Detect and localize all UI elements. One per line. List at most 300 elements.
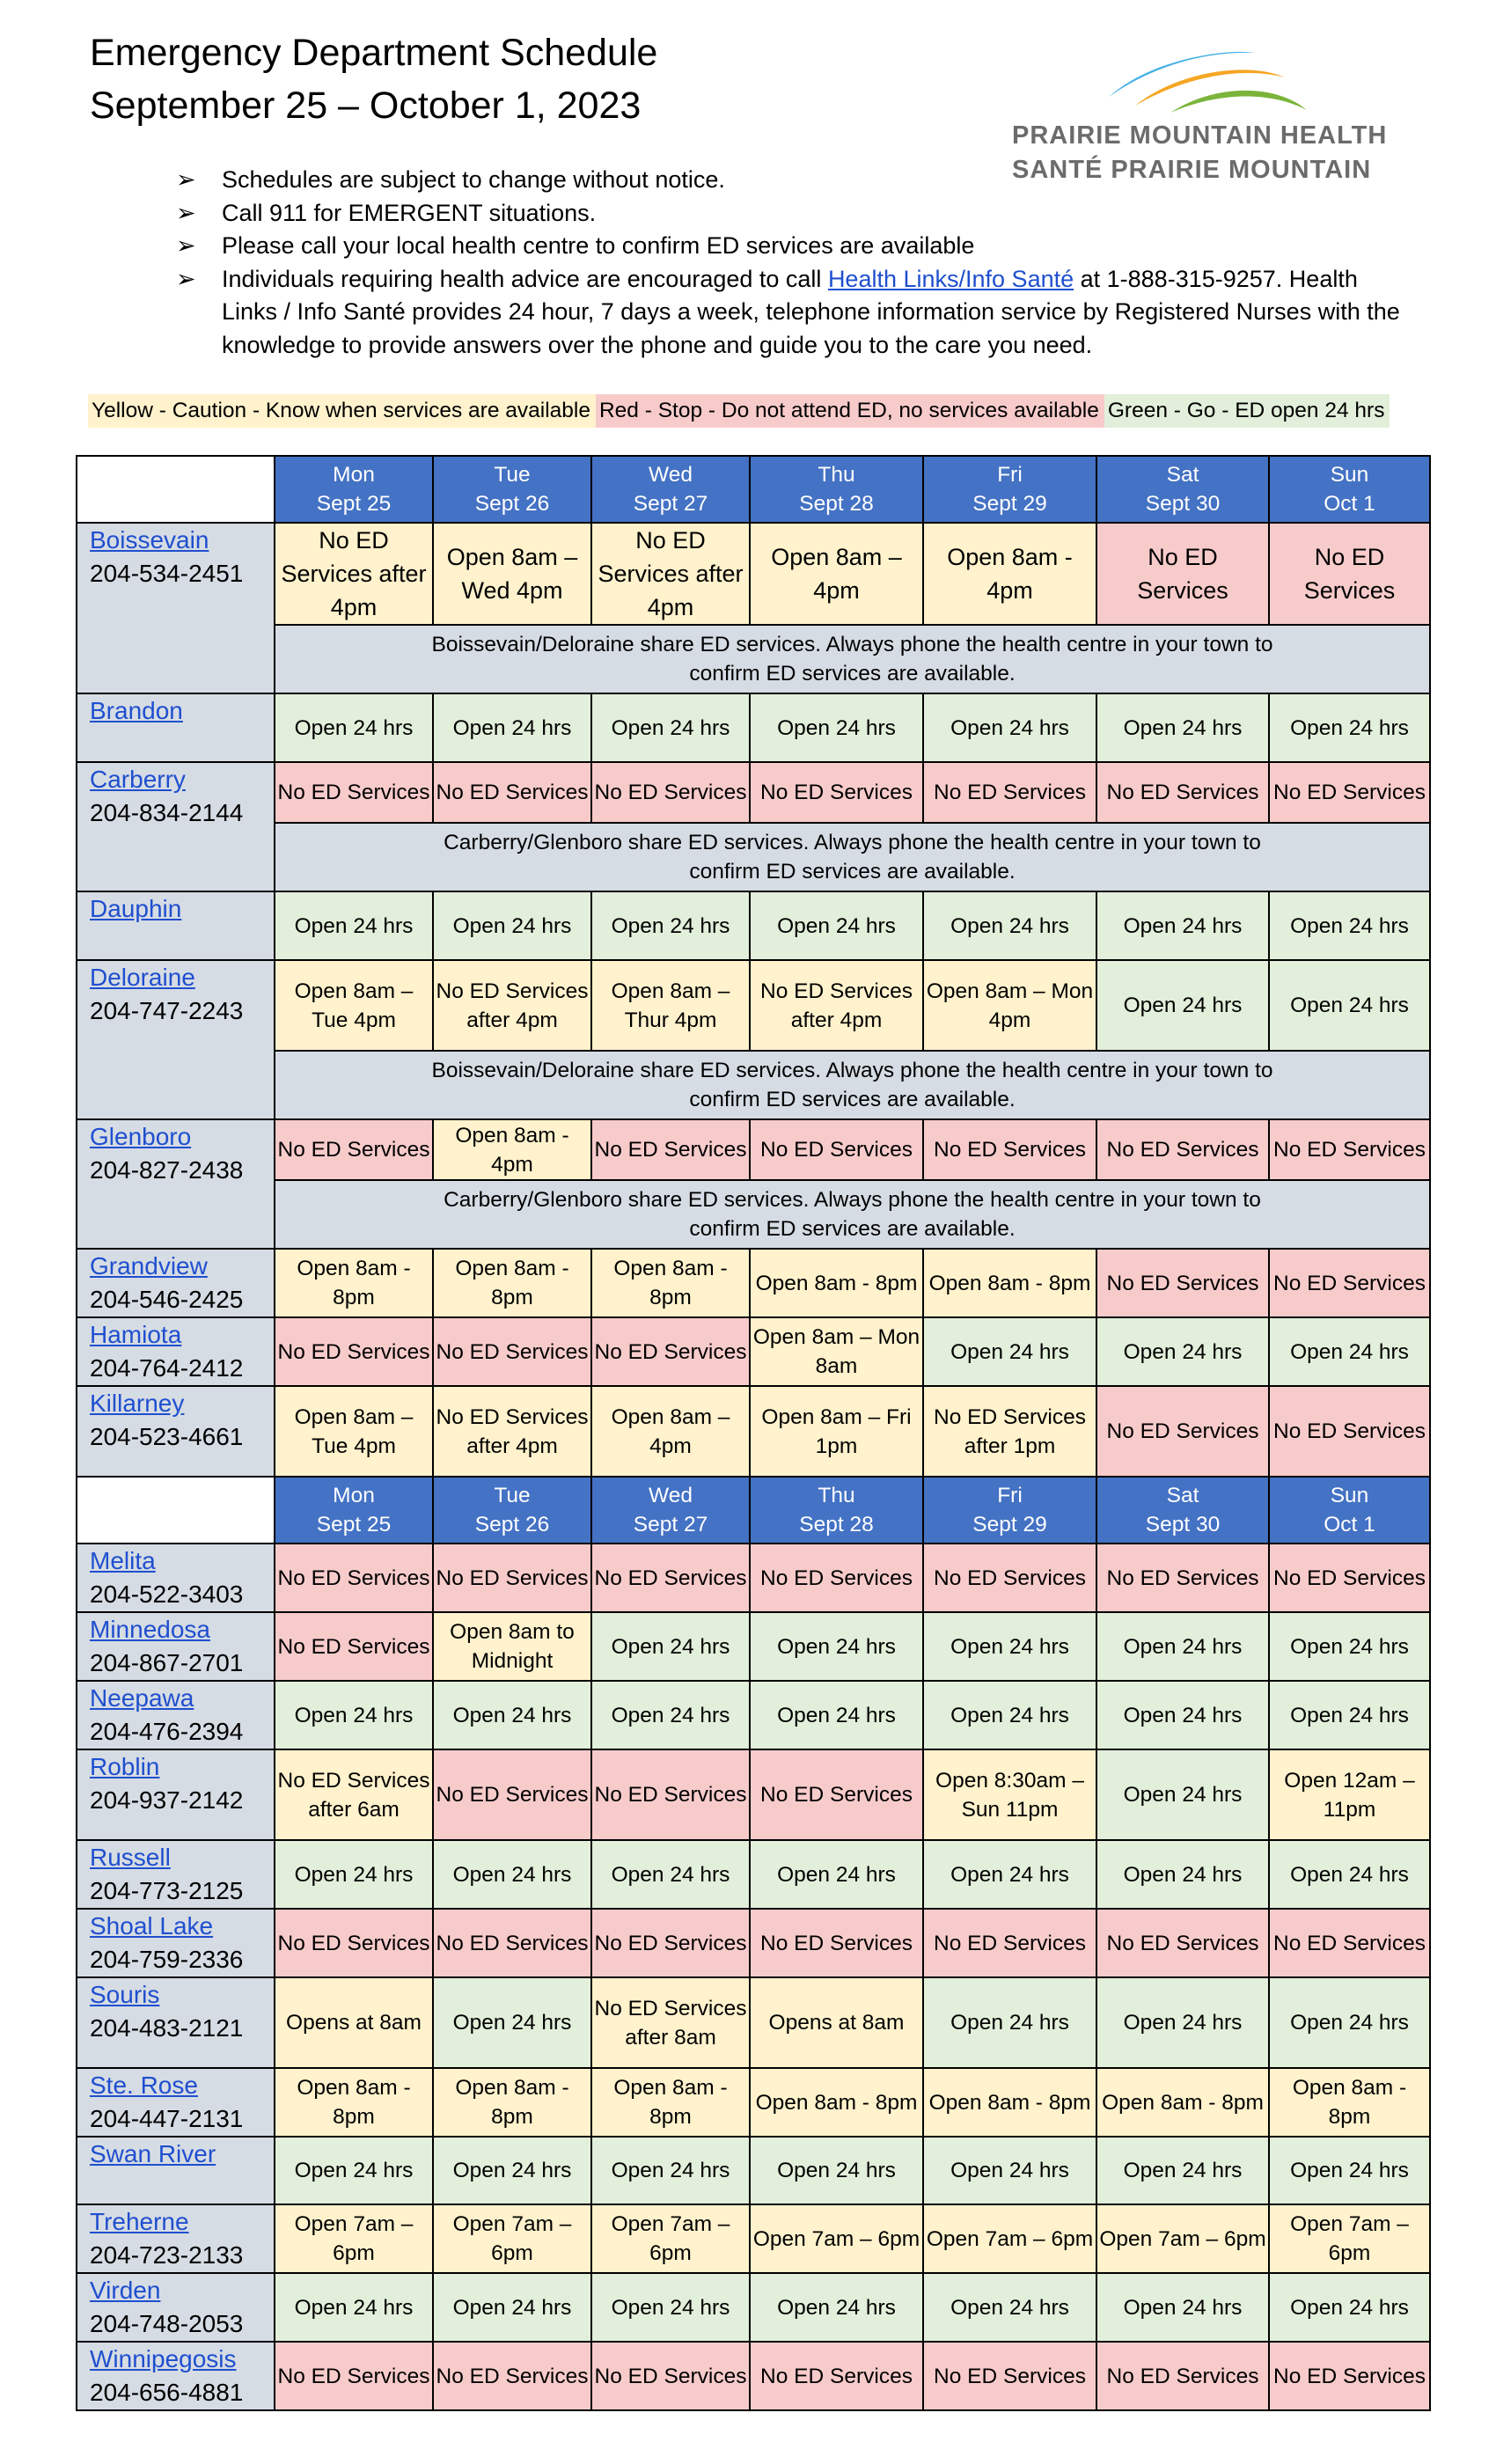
facility-cell <box>77 2342 275 2410</box>
notice-item <box>176 263 1417 363</box>
logo-swoosh-icon <box>1100 35 1311 114</box>
logo-line-2: SANTÉ PRAIRIE MOUNTAIN <box>1012 156 1372 184</box>
facility-link-melita[interactable]: Melita <box>90 1547 156 1574</box>
shared-services-note <box>275 1180 1430 1249</box>
notice-item <box>176 164 1417 197</box>
day-name: Mon <box>333 1484 375 1507</box>
shared-services-note-text: Boissevain/Deloraine share ED services. Always phone the health centre in your town to confirm ED services are available. <box>431 633 1273 686</box>
day-date: Oct 1 <box>1324 492 1375 516</box>
schedule-cell: Open 24 hrs <box>1096 960 1269 1051</box>
schedule-cell: Open 24 hrs <box>275 1681 433 1749</box>
day-header <box>923 1477 1096 1544</box>
page-title <box>90 26 657 132</box>
schedule-cell: No ED Services <box>591 762 750 823</box>
schedule-cell: No ED Services <box>275 762 433 823</box>
shared-services-note-row <box>77 625 1430 693</box>
schedule-cell: Open 24 hrs <box>433 2273 591 2342</box>
schedule-cell: Open 24 hrs <box>923 1977 1096 2068</box>
schedule-cell: Open 24 hrs <box>1096 1749 1269 1840</box>
schedule-cell: Open 24 hrs <box>1096 1317 1269 1386</box>
notice-text: Please call your local health centre to confirm ED services are available <box>222 232 975 259</box>
day-header <box>1269 456 1430 523</box>
shared-services-note-row <box>77 1180 1430 1249</box>
facility-row-dauphin <box>77 891 1430 960</box>
day-name: Tue <box>494 463 531 487</box>
day-name: Fri <box>997 463 1023 487</box>
schedule-cell: No ED Services after 4pm <box>591 523 750 625</box>
facility-link-swan-river[interactable]: Swan River <box>90 2140 216 2167</box>
schedule-cell: No ED Services <box>1269 762 1430 823</box>
schedule-cell: No ED Services <box>1269 2342 1430 2410</box>
day-name: Sat <box>1166 1484 1199 1507</box>
schedule-cell: Open 24 hrs <box>591 1681 750 1749</box>
facility-cell <box>77 2204 275 2273</box>
facility-phone: 204-827-2438 <box>90 1156 244 1184</box>
notice-text: Schedules are subject to change without notice. <box>222 166 725 193</box>
schedule-cell: Open 24 hrs <box>591 2137 750 2204</box>
facility-link-treherne[interactable]: Treherne <box>90 2208 189 2235</box>
schedule-cell: No ED Services <box>275 1544 433 1612</box>
day-date: Sept 26 <box>474 492 550 516</box>
facility-row-minnedosa <box>77 1612 1430 1681</box>
schedule-cell: Open 24 hrs <box>923 693 1096 762</box>
day-name: Wed <box>649 463 693 487</box>
facility-row-ste-rose <box>77 2068 1430 2137</box>
schedule-cell: Open 24 hrs <box>433 1681 591 1749</box>
schedule-cell: Open 8am - 8pm <box>433 1249 591 1317</box>
day-header <box>275 456 433 523</box>
day-header <box>1096 456 1269 523</box>
schedule-cell: Open 8am - 8pm <box>1269 2068 1430 2137</box>
facility-row-carberry <box>77 762 1430 823</box>
schedule-cell: Open 8am – Fri 1pm <box>750 1386 923 1477</box>
schedule-cell: Open 24 hrs <box>1269 1977 1430 2068</box>
schedule-cell: No ED Services <box>275 1612 433 1681</box>
facility-row-brandon <box>77 693 1430 762</box>
header-blank-cell <box>77 1477 275 1544</box>
facility-cell <box>77 1317 275 1386</box>
schedule-cell: Open 7am – 6pm <box>750 2204 923 2273</box>
facility-cell <box>77 1840 275 1909</box>
schedule-cell: Open 8am - 8pm <box>433 2068 591 2137</box>
day-header <box>591 1477 750 1544</box>
day-header <box>591 456 750 523</box>
facility-cell <box>77 891 275 960</box>
schedule-cell: Open 8am - 4pm <box>923 523 1096 625</box>
schedule-cell: Open 8am - 8pm <box>591 2068 750 2137</box>
schedule-cell: No ED Services after 6am <box>275 1749 433 1840</box>
facility-row-killarney <box>77 1386 1430 1477</box>
facility-link-deloraine[interactable]: Deloraine <box>90 964 195 991</box>
facility-link-neepawa[interactable]: Neepawa <box>90 1684 194 1712</box>
schedule-cell: Open 24 hrs <box>1096 2273 1269 2342</box>
schedule-cell: Open 24 hrs <box>1269 891 1430 960</box>
facility-cell <box>77 1749 275 1840</box>
day-name: Sat <box>1166 463 1199 487</box>
facility-phone: 204-476-2394 <box>90 1718 244 1745</box>
day-name: Sun <box>1330 1484 1369 1507</box>
notice-text: at 1-888-315-9257. Health Links / Info Santé provides 24 hour, 7 days a week, telephone information service by Registered Nurses with the knowledge to provide answers over the phone and guide you to the care you need. <box>222 265 1400 358</box>
schedule-cell: Open 8am - 8pm <box>1096 2068 1269 2137</box>
schedule-cell: Open 8am - 8pm <box>591 1249 750 1317</box>
schedule-cell: No ED Services <box>1096 523 1269 625</box>
facility-cell <box>77 523 275 693</box>
facility-phone: 204-483-2121 <box>90 2014 244 2042</box>
facility-link-shoal-lake[interactable]: Shoal Lake <box>90 1912 214 1940</box>
schedule-cell: Open 24 hrs <box>1269 1840 1430 1909</box>
day-name: Mon <box>333 463 375 487</box>
schedule-cell: Open 8am - 8pm <box>923 2068 1096 2137</box>
shared-services-note <box>275 823 1430 891</box>
schedule-cell: Open 8am - 4pm <box>433 1119 591 1180</box>
facility-cell <box>77 960 275 1119</box>
schedule-cell: Open 24 hrs <box>1269 2273 1430 2342</box>
day-date: Sept 26 <box>474 1513 550 1536</box>
schedule-cell: No ED Services after 1pm <box>923 1386 1096 1477</box>
schedule-cell: No ED Services <box>923 1119 1096 1180</box>
schedule-cell: Open 24 hrs <box>1269 693 1430 762</box>
schedule-cell: Open 8am - 8pm <box>750 2068 923 2137</box>
day-header <box>750 456 923 523</box>
schedule-cell: Open 24 hrs <box>750 693 923 762</box>
schedule-cell: Open 8am – Wed 4pm <box>433 523 591 625</box>
schedule-cell: Open 24 hrs <box>275 2273 433 2342</box>
facility-phone: 204-937-2142 <box>90 1786 244 1814</box>
day-header-row <box>77 456 1430 523</box>
facility-cell <box>77 2273 275 2342</box>
schedule-cell: No ED Services <box>750 762 923 823</box>
schedule-cell: Open 24 hrs <box>750 1681 923 1749</box>
shared-services-note-text: Carberry/Glenboro share ED services. Always phone the health centre in your town to confirm ED services are available. <box>444 1188 1261 1241</box>
schedule-cell: Open 24 hrs <box>1269 1612 1430 1681</box>
facility-cell <box>77 1977 275 2068</box>
schedule-cell: Open 24 hrs <box>923 1840 1096 1909</box>
facility-cell <box>77 2137 275 2204</box>
schedule-cell: Open 24 hrs <box>1096 891 1269 960</box>
schedule-cell: Open 8am - 8pm <box>275 2068 433 2137</box>
day-date: Sept 30 <box>1145 1513 1221 1536</box>
day-date: Sept 30 <box>1145 492 1221 516</box>
arrow-bullet-icon: ➢ <box>176 166 196 193</box>
schedule-cell: Opens at 8am <box>750 1977 923 2068</box>
facility-link-ste-rose[interactable]: Ste. Rose <box>90 2072 198 2099</box>
facility-cell <box>77 762 275 891</box>
schedule-cell: No ED Services <box>1269 1544 1430 1612</box>
schedule-cell: No ED Services <box>1096 1386 1269 1477</box>
schedule-cell: No ED Services <box>1096 1544 1269 1612</box>
schedule-cell: Open 24 hrs <box>591 693 750 762</box>
schedule-cell: Open 24 hrs <box>1269 2137 1430 2204</box>
schedule-cell: No ED Services <box>591 1317 750 1386</box>
schedule-cell: Open 24 hrs <box>433 2137 591 2204</box>
schedule-table <box>76 455 1431 2411</box>
schedule-cell: No ED Services <box>1269 1909 1430 1977</box>
schedule-cell: Open 24 hrs <box>1096 1612 1269 1681</box>
schedule-cell: Open 24 hrs <box>923 2273 1096 2342</box>
facility-cell <box>77 1386 275 1477</box>
schedule-cell: Open 8am – Mon 8am <box>750 1317 923 1386</box>
day-date: Sept 27 <box>633 492 708 516</box>
facility-row-hamiota <box>77 1317 1430 1386</box>
day-date: Oct 1 <box>1324 1513 1375 1536</box>
schedule-cell: No ED Services <box>433 1317 591 1386</box>
schedule-cell: Open 24 hrs <box>923 1612 1096 1681</box>
schedule-cell: Open 24 hrs <box>275 693 433 762</box>
facility-phone: 204-546-2425 <box>90 1286 244 1313</box>
facility-row-swan-river <box>77 2137 1430 2204</box>
shared-services-note <box>275 1051 1430 1119</box>
facility-phone: 204-656-4881 <box>90 2379 244 2406</box>
schedule-cell: No ED Services <box>275 2342 433 2410</box>
schedule-cell: No ED Services <box>591 1544 750 1612</box>
facility-row-neepawa <box>77 1681 1430 1749</box>
schedule-cell: No ED Services <box>591 1119 750 1180</box>
schedule-cell: No ED Services <box>750 2342 923 2410</box>
schedule-cell: No ED Services <box>1269 1249 1430 1317</box>
schedule-cell: Open 24 hrs <box>275 891 433 960</box>
schedule-cell: Open 24 hrs <box>923 1317 1096 1386</box>
schedule-cell: Open 8am – Tue 4pm <box>275 1386 433 1477</box>
facility-link-killarney[interactable]: Killarney <box>90 1390 185 1417</box>
schedule-cell: Open 24 hrs <box>923 1681 1096 1749</box>
facility-row-melita <box>77 1544 1430 1612</box>
day-date: Sept 28 <box>799 1513 874 1536</box>
facility-link-roblin[interactable]: Roblin <box>90 1753 160 1780</box>
schedule-cell: Open 24 hrs <box>591 2273 750 2342</box>
notice-item <box>176 230 1417 263</box>
schedule-cell: Open 24 hrs <box>1096 2137 1269 2204</box>
facility-cell <box>77 1909 275 1977</box>
facility-phone: 204-534-2451 <box>90 560 244 587</box>
facility-phone: 204-723-2133 <box>90 2241 244 2269</box>
facility-cell <box>77 693 275 762</box>
schedule-cell: Open 24 hrs <box>750 2273 923 2342</box>
schedule-cell: No ED Services <box>433 2342 591 2410</box>
schedule-cell: No ED Services <box>433 1749 591 1840</box>
facility-row-shoal-lake <box>77 1909 1430 1977</box>
facility-row-russell <box>77 1840 1430 1909</box>
facility-phone: 204-747-2243 <box>90 997 244 1024</box>
day-header <box>750 1477 923 1544</box>
schedule-cell: Open 24 hrs <box>275 1840 433 1909</box>
day-date: Sept 29 <box>972 492 1047 516</box>
schedule-cell: No ED Services <box>1096 1119 1269 1180</box>
facility-row-treherne <box>77 2204 1430 2273</box>
schedule-cell: No ED Services after 8am <box>591 1977 750 2068</box>
facility-link-carberry[interactable]: Carberry <box>90 766 186 793</box>
day-header <box>1096 1477 1269 1544</box>
facility-link-hamiota[interactable]: Hamiota <box>90 1321 182 1348</box>
facility-row-roblin <box>77 1749 1430 1840</box>
schedule-cell: Open 24 hrs <box>1269 1681 1430 1749</box>
schedule-cell: Open 24 hrs <box>1096 693 1269 762</box>
schedule-cell: Open 8am – Mon 4pm <box>923 960 1096 1051</box>
facility-phone: 204-522-3403 <box>90 1580 244 1608</box>
facility-row-virden <box>77 2273 1430 2342</box>
facility-link-grandview[interactable]: Grandview <box>90 1252 208 1280</box>
schedule-cell: No ED Services <box>1096 2342 1269 2410</box>
schedule-cell: No ED Services <box>1096 1249 1269 1317</box>
schedule-cell: No ED Services <box>750 1909 923 1977</box>
facility-link-russell[interactable]: Russell <box>90 1844 171 1871</box>
schedule-cell: No ED Services <box>433 1544 591 1612</box>
facility-link-souris[interactable]: Souris <box>90 1981 160 2008</box>
day-date: Sept 29 <box>972 1513 1047 1536</box>
facility-phone: 204-834-2144 <box>90 799 244 826</box>
shared-services-note-row <box>77 1051 1430 1119</box>
schedule-cell: Open 8am - 8pm <box>275 1249 433 1317</box>
schedule-cell: Open 8am – Tue 4pm <box>275 960 433 1051</box>
schedule-cell: Open 7am – 6pm <box>591 2204 750 2273</box>
schedule-cell: Open 24 hrs <box>433 1840 591 1909</box>
schedule-cell: Open 7am – 6pm <box>1096 2204 1269 2273</box>
schedule-cell: No ED Services after 4pm <box>275 523 433 625</box>
schedule-cell: Open 24 hrs <box>1096 1840 1269 1909</box>
notice-text: Individuals requiring health advice are encouraged to call <box>222 265 828 292</box>
schedule-cell: Open 8:30am – Sun 11pm <box>923 1749 1096 1840</box>
facility-link-winnipegosis[interactable]: Winnipegosis <box>90 2345 237 2372</box>
facility-link-dauphin[interactable]: Dauphin <box>90 895 182 922</box>
shared-services-note-text: Carberry/Glenboro share ED services. Always phone the health centre in your town to confirm ED services are available. <box>444 831 1261 884</box>
schedule-cell: Open 7am – 6pm <box>275 2204 433 2273</box>
notice-list <box>176 164 1417 362</box>
schedule-cell: No ED Services after 4pm <box>750 960 923 1051</box>
schedule-cell: Open 8am – Thur 4pm <box>591 960 750 1051</box>
arrow-bullet-icon: ➢ <box>176 232 196 259</box>
schedule-cell: Open 24 hrs <box>591 1612 750 1681</box>
schedule-cell: No ED Services after 4pm <box>433 1386 591 1477</box>
facility-row-glenboro <box>77 1119 1430 1180</box>
facility-row-winnipegosis <box>77 2342 1430 2410</box>
schedule-cell: Open 12am – 11pm <box>1269 1749 1430 1840</box>
schedule-cell: Open 24 hrs <box>923 2137 1096 2204</box>
schedule-cell: No ED Services <box>923 2342 1096 2410</box>
facility-row-deloraine <box>77 960 1430 1051</box>
schedule-cell: No ED Services <box>1269 523 1430 625</box>
schedule-cell: No ED Services <box>750 1544 923 1612</box>
facility-phone: 204-773-2125 <box>90 1877 244 1904</box>
schedule-cell: Open 24 hrs <box>433 1977 591 2068</box>
facility-cell <box>77 1544 275 1612</box>
schedule-cell: Open 7am – 6pm <box>923 2204 1096 2273</box>
notice-text: Call 911 for EMERGENT situations. <box>222 199 597 226</box>
schedule-cell: Open 8am to Midnight <box>433 1612 591 1681</box>
legend-red: Red - Stop - Do not attend ED, no services available <box>596 394 1104 428</box>
arrow-bullet-icon: ➢ <box>176 199 196 226</box>
day-date: Sept 28 <box>799 492 874 516</box>
schedule-cell: No ED Services <box>591 1909 750 1977</box>
legend-green: Green - Go - ED open 24 hrs <box>1104 394 1390 428</box>
schedule-cell: Open 24 hrs <box>1269 960 1430 1051</box>
schedule-cell: No ED Services <box>1269 1386 1430 1477</box>
day-date: Sept 27 <box>633 1513 708 1536</box>
facility-phone: 204-523-4661 <box>90 1423 244 1450</box>
facility-row-souris <box>77 1977 1430 2068</box>
schedule-cell: Open 24 hrs <box>275 2137 433 2204</box>
schedule-cell: No ED Services <box>1269 1119 1430 1180</box>
facility-row-grandview <box>77 1249 1430 1317</box>
day-header <box>433 1477 591 1544</box>
schedule-cell: Open 24 hrs <box>1096 1977 1269 2068</box>
health-links-link[interactable]: Health Links/Info Santé <box>827 265 1074 292</box>
day-name: Tue <box>494 1484 531 1507</box>
day-name: Fri <box>997 1484 1023 1507</box>
facility-row-boissevain <box>77 523 1430 625</box>
day-name: Wed <box>649 1484 693 1507</box>
schedule-cell: No ED Services <box>275 1317 433 1386</box>
facility-link-glenboro[interactable]: Glenboro <box>90 1123 192 1150</box>
day-name: Thu <box>818 463 855 487</box>
header-blank-cell <box>77 456 275 523</box>
shared-services-note-row <box>77 823 1430 891</box>
schedule-cell: Open 7am – 6pm <box>433 2204 591 2273</box>
facility-link-brandon[interactable]: Brandon <box>90 697 183 724</box>
color-legend <box>88 394 1427 428</box>
schedule-cell: Open 24 hrs <box>591 1840 750 1909</box>
notice-item <box>176 197 1417 231</box>
shared-services-note-text: Boissevain/Deloraine share ED services. Always phone the health centre in your town to confirm ED services are available. <box>431 1059 1273 1111</box>
schedule-cell: Open 24 hrs <box>591 891 750 960</box>
facility-cell <box>77 1119 275 1249</box>
schedule-cell: No ED Services <box>923 1909 1096 1977</box>
schedule-cell: No ED Services after 4pm <box>433 960 591 1051</box>
schedule-cell: Open 24 hrs <box>1269 1317 1430 1386</box>
day-header-row <box>77 1477 1430 1544</box>
schedule-cell: No ED Services <box>1096 1909 1269 1977</box>
facility-phone: 204-764-2412 <box>90 1354 244 1382</box>
facility-phone: 204-447-2131 <box>90 2105 244 2132</box>
logo-line-1: PRAIRIE MOUNTAIN HEALTH <box>1012 121 1388 150</box>
facility-link-boissevain[interactable]: Boissevain <box>90 526 209 554</box>
schedule-cell: Opens at 8am <box>275 1977 433 2068</box>
schedule-cell: Open 24 hrs <box>433 891 591 960</box>
facility-phone: 204-759-2336 <box>90 1946 244 1973</box>
schedule-cell: No ED Services <box>433 762 591 823</box>
schedule-cell: Open 24 hrs <box>750 891 923 960</box>
day-header <box>1269 1477 1430 1544</box>
title-line-1: Emergency Department Schedule <box>90 32 658 74</box>
schedule-cell: Open 24 hrs <box>750 1840 923 1909</box>
schedule-cell: Open 24 hrs <box>1096 1681 1269 1749</box>
schedule-cell: Open 24 hrs <box>433 693 591 762</box>
facility-link-minnedosa[interactable]: Minnedosa <box>90 1616 210 1643</box>
schedule-cell: No ED Services <box>591 2342 750 2410</box>
day-date: Sept 25 <box>316 492 392 516</box>
facility-cell <box>77 2068 275 2137</box>
facility-link-virden[interactable]: Virden <box>90 2277 161 2304</box>
schedule-cell: No ED Services <box>923 762 1096 823</box>
arrow-bullet-icon: ➢ <box>176 265 196 292</box>
day-header <box>275 1477 433 1544</box>
schedule-cell: No ED Services <box>750 1749 923 1840</box>
day-name: Thu <box>818 1484 855 1507</box>
schedule-cell: No ED Services <box>1096 762 1269 823</box>
day-header <box>433 456 591 523</box>
legend-yellow: Yellow - Caution - Know when services are available <box>88 394 596 428</box>
schedule-cell: Open 24 hrs <box>750 2137 923 2204</box>
schedule-cell: Open 8am – 4pm <box>591 1386 750 1477</box>
schedule-cell: Open 8am - 8pm <box>750 1249 923 1317</box>
schedule-cell: Open 24 hrs <box>923 891 1096 960</box>
schedule-cell: Open 8am - 8pm <box>923 1249 1096 1317</box>
schedule-cell: No ED Services <box>275 1909 433 1977</box>
shared-services-note <box>275 625 1430 693</box>
facility-phone: 204-867-2701 <box>90 1649 244 1676</box>
schedule-cell: No ED Services <box>275 1119 433 1180</box>
day-date: Sept 25 <box>316 1513 392 1536</box>
day-header <box>923 456 1096 523</box>
schedule-cell: No ED Services <box>750 1119 923 1180</box>
